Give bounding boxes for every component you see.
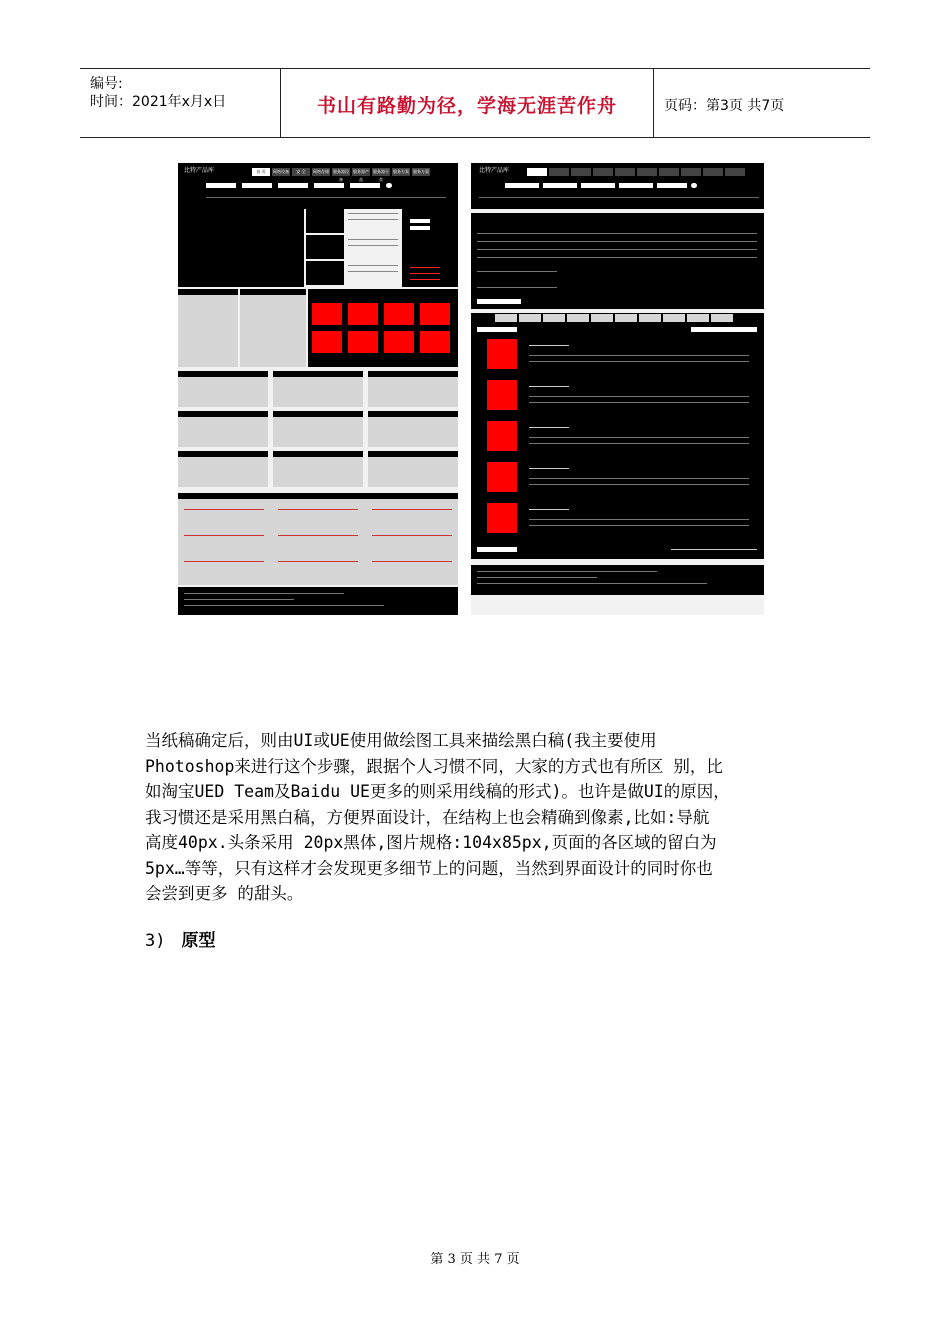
wireframe-tab: 安 全: [292, 168, 310, 176]
paragraph-line: 会尝到更多 的甜头。: [145, 884, 304, 903]
wireframe-tab: 服务方案: [413, 169, 429, 174]
wireframe-tab: 首 页: [252, 168, 270, 176]
paragraph-line: 高度40px.头条采用 20px黑体,图片规格:104x85px,页面的各区域的留白为: [145, 833, 717, 852]
wireframe-tab: 服务方案: [393, 169, 409, 174]
wireframe-tab: 网络设备: [273, 169, 289, 174]
header-info-cell: [80, 69, 281, 137]
body-paragraph: [145, 728, 825, 907]
wireframe-listing-image: [471, 163, 764, 615]
wireframe-logo: 比特产品库: [184, 167, 215, 174]
motto: 书山有路勤为径，学海无涯苦作舟: [316, 95, 617, 117]
time-label: 时间：2021年x月x日: [90, 94, 227, 110]
wireframe-tab: 网络存储: [313, 169, 329, 174]
wireframe-homepage-image: [178, 163, 458, 615]
header-motto-cell: [281, 69, 654, 137]
number-label: 编号:: [90, 76, 123, 92]
wireframe-tab: 服务器设备: [333, 169, 349, 182]
document-header: [80, 68, 870, 138]
page-footer: 第 3 页 共 7 页: [430, 1252, 520, 1267]
paragraph-line: 如淘宝UED Team及Baidu UE更多的则采用线稿的形式)。也许是做UI的原因，: [145, 782, 730, 801]
paragraph-line: 我习惯还是采用黑白稿，方便界面设计，在结构上也会精确到像素,比如:导航: [145, 807, 710, 827]
section-heading: [145, 926, 215, 951]
page-label: 页码：第3页 共7页: [664, 98, 785, 114]
header-page-cell: [654, 69, 870, 137]
section-number: 3): [145, 931, 166, 951]
paragraph-line: 当纸稿确定后，则由UI或UE使用做绘图工具来描绘黑白稿(我主要使用: [145, 731, 657, 750]
section-title: 原型: [181, 931, 216, 951]
paragraph-line: 5px…等等，只有这样才会发现更多细节上的问题，当然到界面设计的同时你也: [145, 858, 713, 878]
paragraph-line: Photoshop来进行这个步骤，跟据个人习惯不同，大家的方式也有所区 别，比: [145, 756, 723, 776]
wireframe-logo: 比特产品库: [479, 167, 510, 174]
wireframe-tab: 服务器分类: [373, 169, 389, 182]
wireframe-tab: 服务器产品: [353, 169, 369, 182]
